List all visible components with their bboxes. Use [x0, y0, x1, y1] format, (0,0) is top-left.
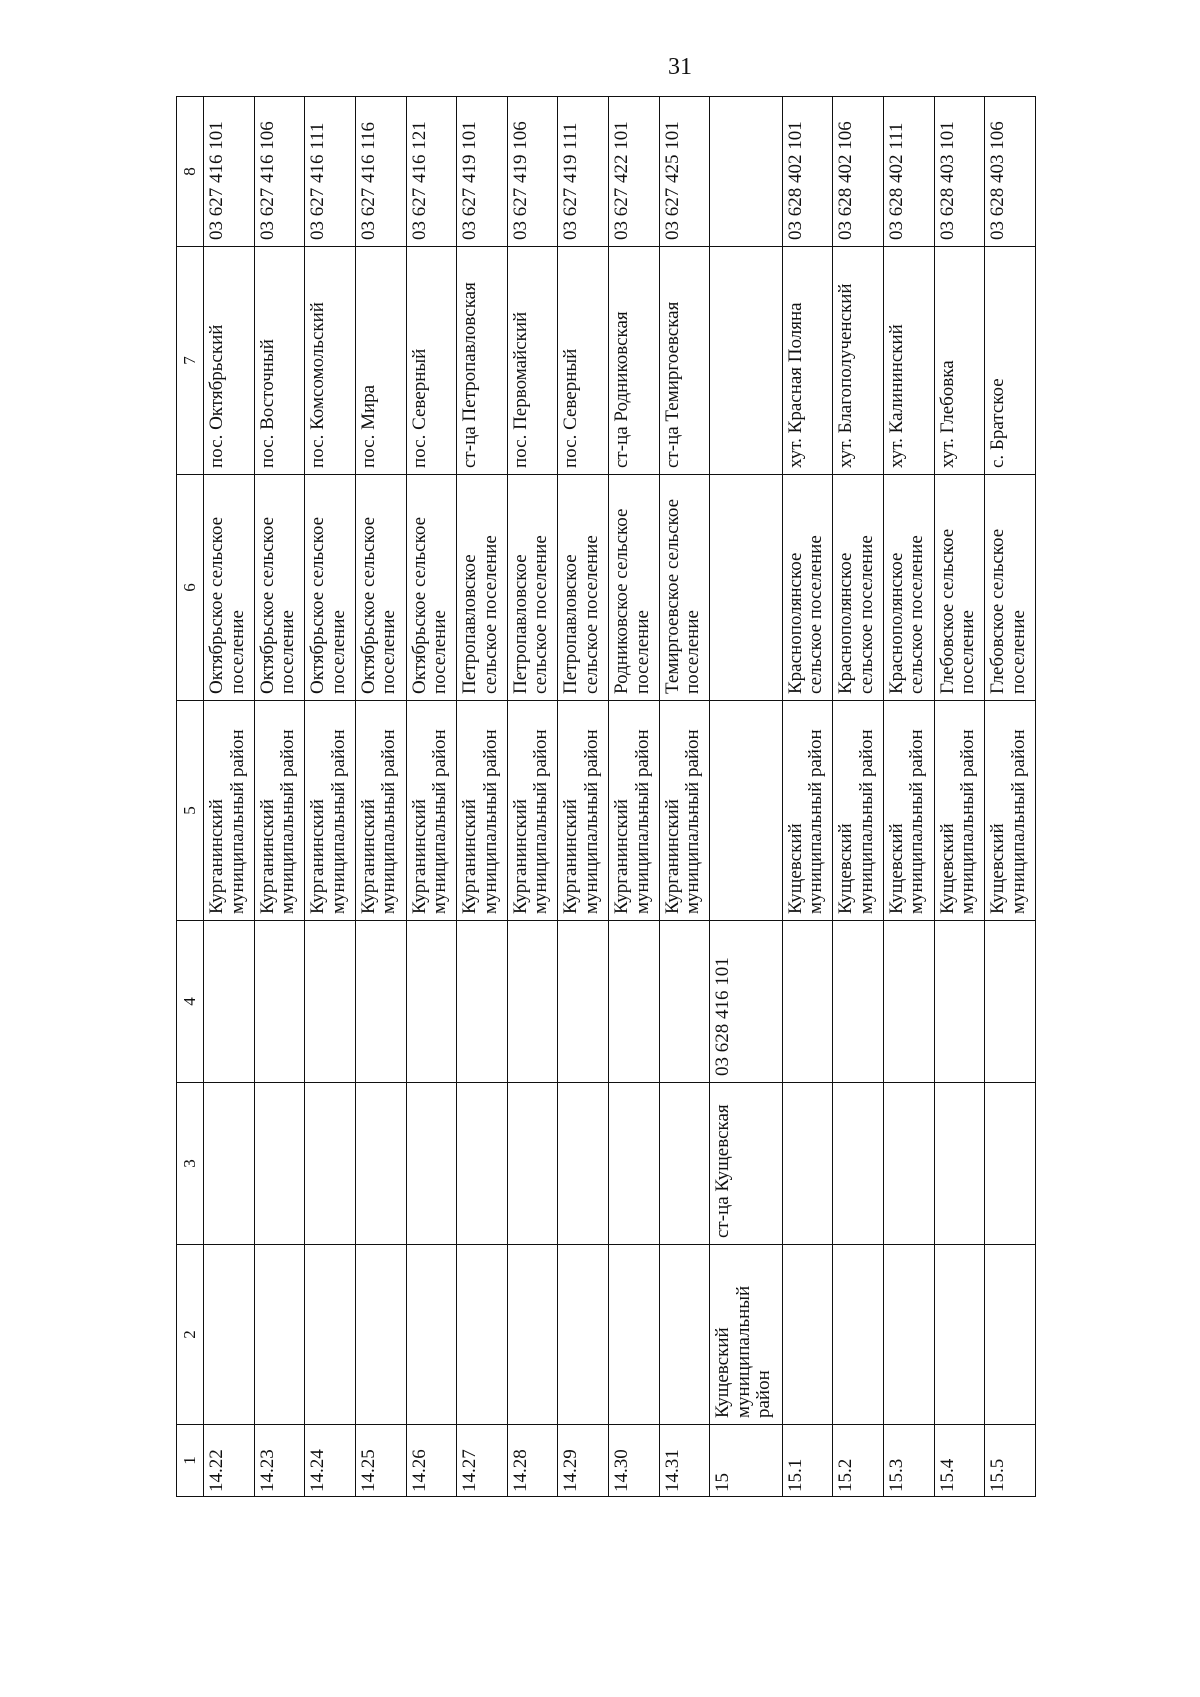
- table-row: [710, 97, 782, 1497]
- center-code-cell: [934, 921, 985, 1083]
- column-header: 1: [177, 1425, 204, 1497]
- row-number: 14.24: [305, 1425, 356, 1497]
- center-code-cell: [782, 921, 833, 1083]
- center-code-cell: [355, 921, 406, 1083]
- locality-cell: пос. Северный: [558, 247, 609, 475]
- municipal-district-cell: Курганинский муниципальный район: [507, 701, 558, 921]
- settlement-cell: Краснополянское сельское поселение: [782, 475, 833, 701]
- locality-cell: пос. Северный: [406, 247, 457, 475]
- district-cell: Кущевский муниципальный район: [710, 1245, 782, 1425]
- code-cell: 03 627 422 101: [609, 97, 660, 247]
- municipal-district-cell: Курганинский муниципальный район: [254, 701, 305, 921]
- table-row: [254, 97, 305, 1497]
- center-code-cell: [507, 921, 558, 1083]
- table-row: [934, 97, 985, 1497]
- table-row: [659, 97, 710, 1497]
- table-row: [609, 97, 660, 1497]
- row-number: 15.5: [985, 1425, 1036, 1497]
- code-cell: 03 628 402 106: [833, 97, 884, 247]
- district-cell: [406, 1245, 457, 1425]
- center-code-cell: [558, 921, 609, 1083]
- code-cell: [710, 97, 782, 247]
- table-row: [406, 97, 457, 1497]
- table-row: [457, 97, 508, 1497]
- column-header: 2: [177, 1245, 204, 1425]
- row-number: 15.1: [782, 1425, 833, 1497]
- code-cell: 03 628 403 106: [985, 97, 1036, 247]
- municipal-district-cell: Курганинский муниципальный район: [204, 701, 255, 921]
- table-row: [558, 97, 609, 1497]
- center-code-cell: [406, 921, 457, 1083]
- center-cell: [406, 1083, 457, 1245]
- settlement-cell: Родниковское сельское поселение: [609, 475, 660, 701]
- municipal-district-cell: Кущевский муниципальный район: [985, 701, 1036, 921]
- settlement-cell: Октябрьское сельское поселение: [355, 475, 406, 701]
- table-row: [204, 97, 255, 1497]
- district-cell: [305, 1245, 356, 1425]
- table-row: [833, 97, 884, 1497]
- page-number: 31: [668, 54, 692, 80]
- municipal-district-cell: Курганинский муниципальный район: [406, 701, 457, 921]
- rotated-table-wrapper: [176, 97, 1036, 1497]
- code-cell: 03 627 419 111: [558, 97, 609, 247]
- row-number: 14.25: [355, 1425, 406, 1497]
- row-number: 15: [710, 1425, 782, 1497]
- row-number: 15.3: [883, 1425, 934, 1497]
- code-cell: 03 627 416 101: [204, 97, 255, 247]
- table-row: [355, 97, 406, 1497]
- code-cell: 03 628 403 101: [934, 97, 985, 247]
- settlement-cell: Петропавловское сельское поселение: [457, 475, 508, 701]
- center-cell: [305, 1083, 356, 1245]
- column-header: 4: [177, 921, 204, 1083]
- locality-cell: пос. Мира: [355, 247, 406, 475]
- row-number: 14.22: [204, 1425, 255, 1497]
- settlement-cell: Октябрьское сельское поселение: [305, 475, 356, 701]
- district-cell: [934, 1245, 985, 1425]
- locality-cell: пос. Первомайский: [507, 247, 558, 475]
- district-cell: [355, 1245, 406, 1425]
- district-cell: [659, 1245, 710, 1425]
- column-header: 8: [177, 97, 204, 247]
- settlement-cell: Глебовское сельское поселение: [985, 475, 1036, 701]
- code-cell: 03 627 416 121: [406, 97, 457, 247]
- center-cell: [833, 1083, 884, 1245]
- code-cell: 03 627 419 101: [457, 97, 508, 247]
- center-cell: [355, 1083, 406, 1245]
- center-cell: [934, 1083, 985, 1245]
- center-cell: [609, 1083, 660, 1245]
- row-number: 14.28: [507, 1425, 558, 1497]
- municipal-district-cell: [710, 701, 782, 921]
- code-cell: 03 627 416 116: [355, 97, 406, 247]
- municipal-district-cell: Кущевский муниципальный район: [782, 701, 833, 921]
- center-code-cell: [254, 921, 305, 1083]
- center-cell: [558, 1083, 609, 1245]
- center-cell: [883, 1083, 934, 1245]
- settlement-cell: Октябрьское сельское поселение: [254, 475, 305, 701]
- column-header: 7: [177, 247, 204, 475]
- municipal-district-cell: Кущевский муниципальный район: [934, 701, 985, 921]
- center-cell: [204, 1083, 255, 1245]
- row-number: 14.31: [659, 1425, 710, 1497]
- center-cell: ст-ца Кущевская: [710, 1083, 782, 1245]
- settlement-cell: [710, 475, 782, 701]
- municipal-district-cell: Курганинский муниципальный район: [355, 701, 406, 921]
- center-code-cell: [883, 921, 934, 1083]
- code-cell: 03 627 416 111: [305, 97, 356, 247]
- row-number: 14.27: [457, 1425, 508, 1497]
- locality-cell: хут. Глебовка: [934, 247, 985, 475]
- row-number: 14.23: [254, 1425, 305, 1497]
- center-code-cell: [305, 921, 356, 1083]
- district-cell: [782, 1245, 833, 1425]
- settlement-cell: Петропавловское сельское поселение: [507, 475, 558, 701]
- locality-cell: с. Братское: [985, 247, 1036, 475]
- center-cell: [782, 1083, 833, 1245]
- table-row: [305, 97, 356, 1497]
- locality-cell: [710, 247, 782, 475]
- table-row: [507, 97, 558, 1497]
- code-cell: 03 628 402 101: [782, 97, 833, 247]
- row-number: 14.26: [406, 1425, 457, 1497]
- row-number: 15.4: [934, 1425, 985, 1497]
- district-cell: [985, 1245, 1036, 1425]
- center-code-cell: [609, 921, 660, 1083]
- table-row: [883, 97, 934, 1497]
- center-code-cell: [659, 921, 710, 1083]
- municipal-district-cell: Курганинский муниципальный район: [457, 701, 508, 921]
- district-cell: [507, 1245, 558, 1425]
- table-row: [985, 97, 1036, 1497]
- district-cell: [558, 1245, 609, 1425]
- column-header: 3: [177, 1083, 204, 1245]
- center-code-cell: [204, 921, 255, 1083]
- center-code-cell: [833, 921, 884, 1083]
- municipal-district-cell: Курганинский муниципальный район: [558, 701, 609, 921]
- center-code-cell: [985, 921, 1036, 1083]
- center-code-cell: 03 628 416 101: [710, 921, 782, 1083]
- settlement-cell: Петропавловское сельское поселение: [558, 475, 609, 701]
- municipal-district-cell: Кущевский муниципальный район: [833, 701, 884, 921]
- district-cell: [204, 1245, 255, 1425]
- locality-cell: пос. Комсомольский: [305, 247, 356, 475]
- settlements-table: [176, 96, 1036, 1497]
- locality-cell: ст-ца Темиргоевская: [659, 247, 710, 475]
- settlement-cell: Глебовское сельское поселение: [934, 475, 985, 701]
- code-cell: 03 627 419 106: [507, 97, 558, 247]
- code-cell: 03 628 402 111: [883, 97, 934, 247]
- row-number: 14.30: [609, 1425, 660, 1497]
- locality-cell: хут. Калининский: [883, 247, 934, 475]
- center-code-cell: [457, 921, 508, 1083]
- district-cell: [254, 1245, 305, 1425]
- municipal-district-cell: Курганинский муниципальный район: [609, 701, 660, 921]
- municipal-district-cell: Курганинский муниципальный район: [305, 701, 356, 921]
- header-row: [177, 97, 204, 1497]
- locality-cell: ст-ца Родниковская: [609, 247, 660, 475]
- center-cell: [985, 1083, 1036, 1245]
- center-cell: [659, 1083, 710, 1245]
- settlement-cell: Темиргоевское сельское поселение: [659, 475, 710, 701]
- center-cell: [457, 1083, 508, 1245]
- settlement-cell: Октябрьское сельское поселение: [204, 475, 255, 701]
- district-cell: [609, 1245, 660, 1425]
- municipal-district-cell: Кущевский муниципальный район: [883, 701, 934, 921]
- table-row: [782, 97, 833, 1497]
- column-header: 5: [177, 701, 204, 921]
- column-header: 6: [177, 475, 204, 701]
- center-cell: [254, 1083, 305, 1245]
- code-cell: 03 627 425 101: [659, 97, 710, 247]
- center-cell: [507, 1083, 558, 1245]
- settlement-cell: Октябрьское сельское поселение: [406, 475, 457, 701]
- code-cell: 03 627 416 106: [254, 97, 305, 247]
- district-cell: [883, 1245, 934, 1425]
- locality-cell: пос. Восточный: [254, 247, 305, 475]
- row-number: 15.2: [833, 1425, 884, 1497]
- locality-cell: ст-ца Петропавловская: [457, 247, 508, 475]
- district-cell: [457, 1245, 508, 1425]
- settlement-cell: Краснополянское сельское поселение: [883, 475, 934, 701]
- locality-cell: хут. Благополученский: [833, 247, 884, 475]
- locality-cell: хут. Красная Поляна: [782, 247, 833, 475]
- district-cell: [833, 1245, 884, 1425]
- locality-cell: пос. Октябрьский: [204, 247, 255, 475]
- municipal-district-cell: Курганинский муниципальный район: [659, 701, 710, 921]
- row-number: 14.29: [558, 1425, 609, 1497]
- settlement-cell: Краснополянское сельское поселение: [833, 475, 884, 701]
